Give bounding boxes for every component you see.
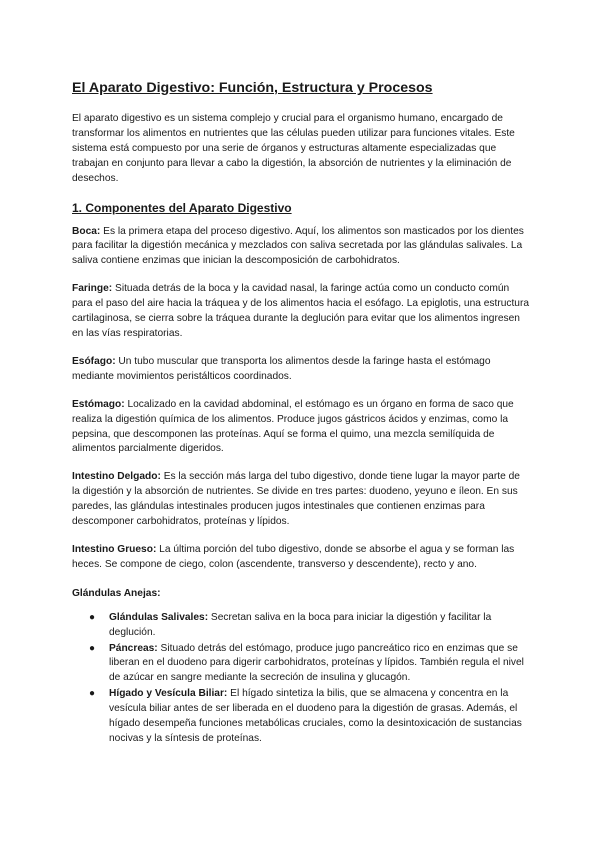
- list-item: [72, 611, 530, 641]
- organ-paragraph-boca: [72, 225, 530, 270]
- bullet-icon: ●: [89, 688, 96, 700]
- organ-paragraph-estomago: [72, 398, 530, 458]
- organ-paragraph-intestino-grueso: [72, 543, 530, 573]
- organ-term: Estómago:: [72, 398, 125, 410]
- organ-description: Es la sección más larga del tubo digestivo, donde tiene lugar la mayor parte de la digestión y la absorción de nutrientes. Se divide en tres partes: duodeno, yeyuno e íleon. En sus paredes, las glándulas intestinales producen jugos intestinales que contienen enzimas para descomponer carbohidratos, proteínas y lípidos.: [72, 471, 520, 528]
- organ-term: Esófago:: [72, 355, 116, 367]
- gland-description: El hígado sintetiza la bilis, que se almacena y concentra en la vesícula biliar antes de ser liberada en el duodeno para la digestión de grasas. Además, el hígado desempeña funciones metabólicas cruciales, como la desintoxicación de sustancias nocivas y la síntesis de proteínas.: [109, 688, 522, 744]
- organ-term: Faringe:: [72, 283, 113, 295]
- organ-term: Boca:: [72, 225, 101, 237]
- gland-term: Hígado y Vesícula Biliar:: [109, 688, 228, 700]
- organ-paragraph-faringe: [72, 282, 530, 342]
- gland-term: Glándulas Salivales:: [109, 611, 209, 623]
- gland-term: Páncreas:: [109, 642, 158, 654]
- organ-paragraph-intestino-delgado: [72, 470, 530, 530]
- section-heading: 1. Componentes del Aparato Digestivo: [72, 200, 292, 215]
- glands-list: [72, 611, 530, 747]
- document-page: [72, 78, 530, 748]
- list-item: [72, 687, 530, 747]
- organ-description: Localizado en la cavidad abdominal, el estómago es un órgano en forma de saco que realiza la digestión química de los alimentos. Produce jugos gástricos ácidos y enzimas, como la pepsina, que descomponen las proteínas. Aquí se forma el quimo, una mezcla semilíquida de alimentos parcialmente digeridos.: [72, 398, 514, 455]
- gland-description: Secretan saliva en la boca para iniciar la digestión y facilitar la deglución.: [109, 611, 492, 638]
- organ-description: La última porción del tubo digestivo, donde se absorbe el agua y se forman las heces. Se compone de ciego, colon (ascendente, transverso y descendente), recto y ano.: [72, 543, 515, 570]
- intro-paragraph: El aparato digestivo es un sistema complejo y crucial para el organismo humano, encargado de transformar los alimentos en nutrientes que las células pueden utilizar para funciones vitales. Este sistema está compuesto por una serie de órganos y estructuras altamente especializadas que trabajan en conjunto para llevar a cabo la digestión, la absorción de nutrientes y la eliminación de desechos.: [72, 113, 515, 184]
- organ-description: Situada detrás de la boca y la cavidad nasal, la faringe actúa como un conducto común para el paso del aire hacia la tráquea y de los alimentos hacia el esófago. La epiglotis, una estructura cartilaginosa, se cierra sobre la tráquea durante la deglución para evitar que los alimentos ingresen en las vías respiratorias.: [72, 283, 530, 339]
- list-item: [72, 642, 530, 687]
- organ-description: Un tubo muscular que transporta los alimentos desde la faringe hasta el estómago mediante movimientos peristálticos coordinados.: [72, 355, 491, 382]
- document-title: El Aparato Digestivo: Función, Estructura y Procesos: [72, 80, 433, 96]
- glands-heading: Glándulas Anejas:: [72, 587, 161, 599]
- organ-paragraph-esofago: [72, 355, 530, 385]
- bullet-icon: ●: [89, 642, 96, 654]
- bullet-icon: ●: [89, 611, 96, 623]
- organ-term: Intestino Grueso:: [72, 543, 157, 555]
- organ-description: Es la primera etapa del proceso digestivo. Aquí, los alimentos son masticados por los dientes para facilitar la digestión mecánica y mezclados con saliva secretada por las glándulas salivales. La saliva contiene enzimas que inician la descomposición de carbohidratos.: [72, 225, 524, 267]
- gland-description: Situado detrás del estómago, produce jugo pancreático rico en enzimas que se liberan en el duodeno para digerir carbohidratos, proteínas y lípidos. También regula el nivel de azúcar en sangre mediante la secreción de insulina y glucagón.: [109, 642, 524, 684]
- organ-term: Intestino Delgado:: [72, 471, 161, 483]
